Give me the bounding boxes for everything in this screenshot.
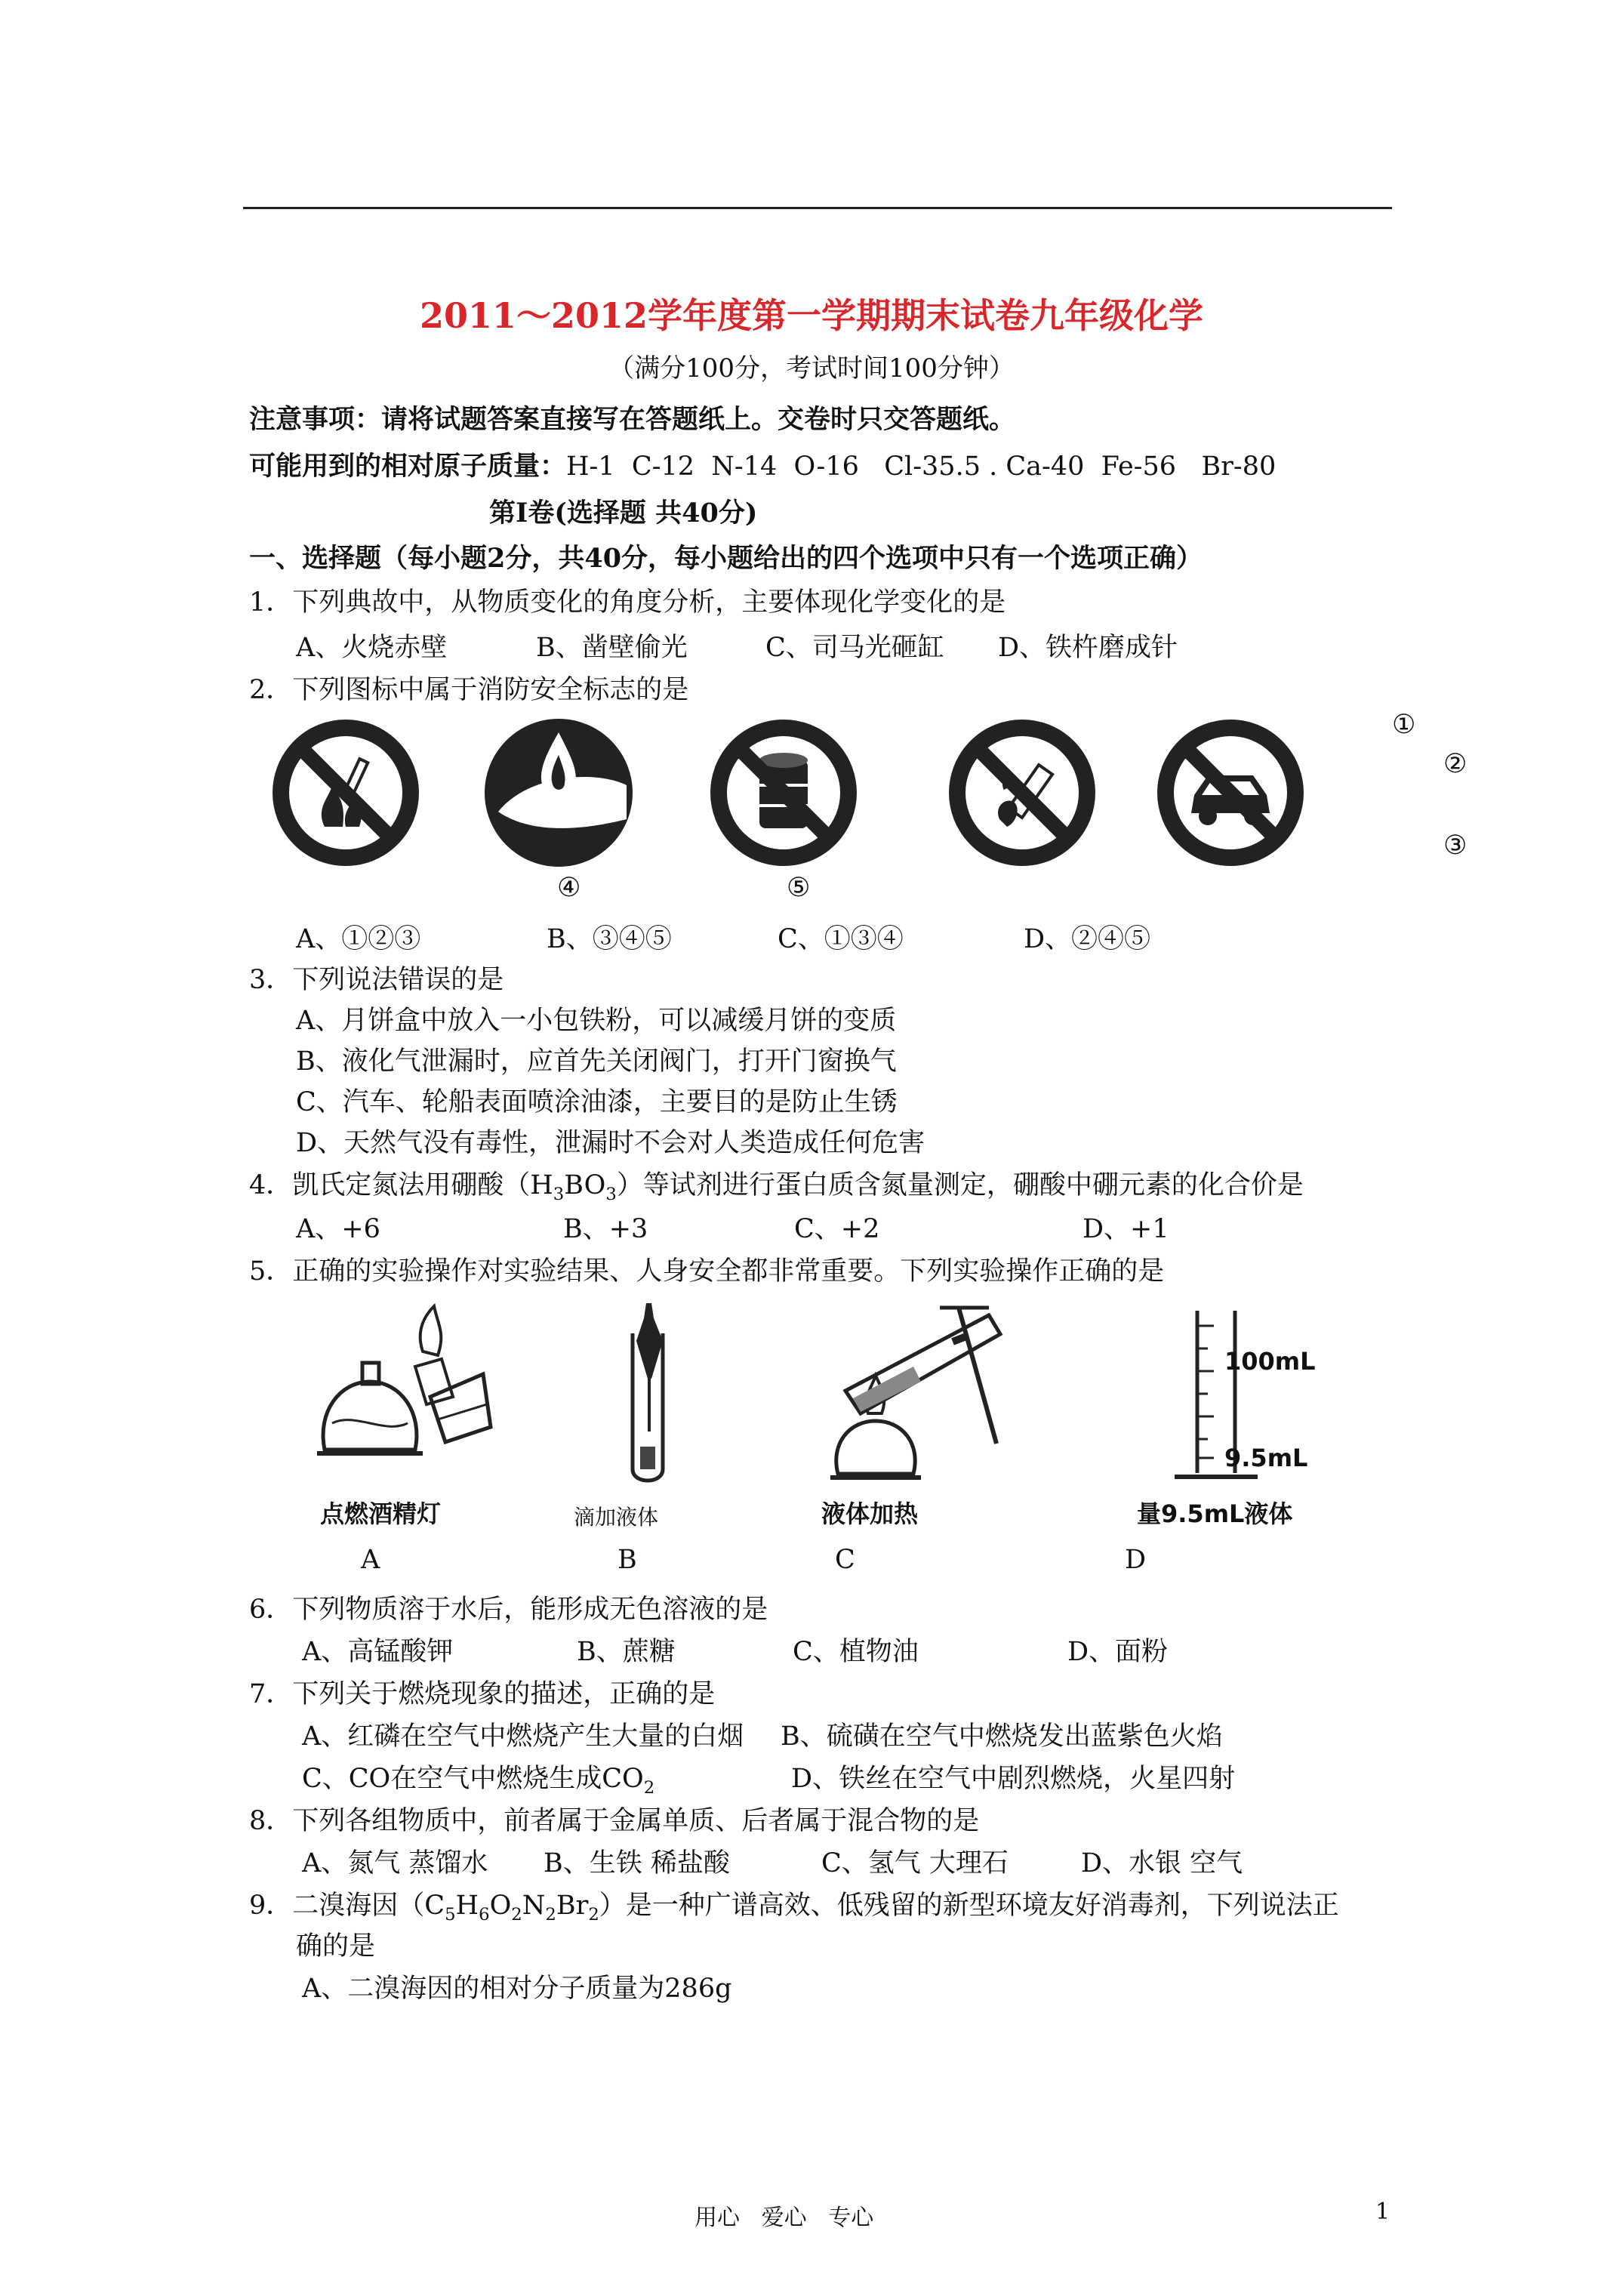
q5-caption-a: 点燃酒精灯 [320, 1499, 442, 1528]
test-tube-dropper-icon [610, 1296, 685, 1492]
q9-n: N [522, 1891, 546, 1921]
no-fire-sign-icon [270, 713, 421, 872]
no-flammable-sign-icon [708, 713, 859, 872]
q9-sub-3: 2 [511, 1905, 522, 1925]
q8-option-b: B、生铁 稀盐酸 [544, 1848, 730, 1878]
top-rule [243, 207, 1392, 209]
part-title: 第Ⅰ卷(选择题 共40分) [489, 498, 758, 529]
exam-subtitle: （满分100分，考试时间100分钟） [608, 353, 1015, 384]
q2-label-4: ④ [557, 873, 581, 903]
q2-option-c: C、①③④ [778, 924, 904, 954]
q2-option-b: B、③④⑤ [547, 924, 672, 954]
q5-caption-b: 滴加液体 [574, 1505, 659, 1530]
q3-stem: 3．下列说法错误的是 [249, 965, 504, 995]
q4-option-b: B、+3 [563, 1214, 648, 1244]
q9-sub-5: 2 [588, 1905, 599, 1925]
footer-motto: 用心 爱心 专心 [694, 2205, 874, 2231]
atomic-mass-label: 可能用到的相对原子质量： [249, 451, 567, 482]
liquid-heating-icon [815, 1300, 1057, 1489]
q1-option-c: C、司马光砸缸 [765, 633, 944, 663]
page-number: 1 [1375, 2199, 1390, 2225]
q6-option-a: A、高锰酸钾 [302, 1637, 454, 1667]
q9-br: Br [556, 1891, 589, 1921]
q7-option-d: D、铁丝在空气中剧烈燃烧，火星四射 [791, 1764, 1236, 1794]
q6-stem: 6．下列物质溶于水后，能形成无色溶液的是 [249, 1595, 768, 1625]
q4-stem [249, 1164, 1304, 1204]
q2-option-d: D、②④⑤ [1024, 924, 1151, 954]
atomic-masses [249, 445, 1276, 483]
q3-option-a: A、月饼盒中放入一小包铁粉，可以减缓月饼的变质 [296, 1006, 897, 1036]
alcohol-lamp-lighting-icon [310, 1299, 498, 1480]
no-vehicles-sign-icon [1155, 713, 1306, 872]
q2-label-2: ② [1443, 749, 1467, 779]
q6-option-d: D、面粉 [1067, 1637, 1169, 1667]
q1-stem: 1．下列典故中，从物质变化的角度分析，主要体现化学变化的是 [249, 587, 1006, 618]
q4-sub-1: 3 [553, 1185, 565, 1204]
q2-stem: 2．下列图标中属于消防安全标志的是 [249, 675, 689, 705]
q7-option-c-sub: 2 [643, 1778, 655, 1798]
q5-stem: 5．正确的实验操作对实验结果、人身安全都非常重要。下列实验操作正确的是 [249, 1256, 1165, 1287]
q9-option-a: A、二溴海因的相对分子质量为286g [302, 1974, 732, 2004]
q8-stem: 8．下列各组物质中，前者属于金属单质、后者属于混合物的是 [249, 1806, 980, 1836]
q8-option-c: C、氢气 大理石 [821, 1848, 1009, 1878]
q5-caption-d: 量9.5mL液体 [1137, 1499, 1293, 1528]
q4-option-d: D、+1 [1083, 1214, 1169, 1244]
q2-label-5: ⑤ [787, 873, 811, 903]
q9-stem-line2: 确的是 [296, 1931, 376, 1962]
q5-option-c: C [835, 1545, 855, 1575]
q9-h: H [455, 1891, 479, 1921]
q6-option-c: C、植物油 [793, 1637, 919, 1667]
section-title: 一、选择题（每小题2分，共40分，每小题给出的四个选项中只有一个选项正确） [249, 543, 1203, 574]
q9-sub-1: 5 [445, 1905, 456, 1925]
q4-option-c: C、+2 [794, 1214, 880, 1244]
q2-option-a: A、①②③ [296, 924, 421, 954]
q8-option-d: D、水银 空气 [1081, 1848, 1243, 1878]
q9-sub-4: 2 [545, 1905, 556, 1925]
q3-option-c: C、汽车、轮船表面喷涂油漆，主要目的是防止生锈 [296, 1087, 898, 1117]
q9-stem [249, 1885, 1339, 1925]
cylinder-9-5ml-label: 9.5mL [1224, 1444, 1308, 1472]
q1-option-a: A、火烧赤壁 [296, 633, 448, 663]
q4-stem-post: ）等试剂进行蛋白质含氮量测定，硼酸中硼元素的化合价是 [616, 1170, 1304, 1200]
q9-stem-post: ）是一种广谱高效、低残留的新型环境友好消毒剂，下列说法正 [599, 1891, 1339, 1921]
q7-option-c [302, 1758, 654, 1798]
q5-option-a: A [361, 1545, 380, 1575]
q7-option-c-text: C、CO在空气中燃烧生成CO [302, 1764, 644, 1794]
q4-stem-mid: BO [564, 1170, 606, 1200]
q7-option-a: A、红磷在空气中燃烧产生大量的白烟 [302, 1721, 744, 1752]
water-drop-sign-icon [483, 713, 634, 872]
q1-option-b: B、凿壁偷光 [536, 633, 688, 663]
q7-stem: 7．下列关于燃烧现象的描述，正确的是 [249, 1679, 716, 1709]
q5-option-d: D [1125, 1545, 1147, 1575]
q3-option-d: D、天然气没有毒性，泄漏时不会对人类造成任何危害 [296, 1128, 925, 1158]
atomic-mass-values: H-1 C-12 N-14 O-16 Cl-35.5 . Ca-40 Fe-56 Br-80 [566, 451, 1277, 482]
q4-option-a: A、+6 [296, 1214, 380, 1244]
q5-option-b: B [617, 1545, 637, 1575]
cylinder-100ml-label: 100mL [1224, 1347, 1316, 1376]
q6-option-b: B、蔗糖 [577, 1637, 676, 1667]
notice: 注意事项：请将试题答案直接写在答题纸上。交卷时只交答题纸。 [249, 404, 1016, 435]
q1-option-d: D、铁杵磨成针 [998, 633, 1178, 663]
q7-option-b: B、硫磺在空气中燃烧发出蓝紫色火焰 [781, 1721, 1223, 1752]
q9-stem-pre: 9．二溴海因（C [249, 1891, 445, 1921]
q8-option-a: A、氮气 蒸馏水 [302, 1848, 488, 1878]
q2-label-1: ① [1392, 710, 1416, 740]
q9-sub-2: 6 [479, 1905, 490, 1925]
q9-o: O [489, 1891, 512, 1921]
q2-label-3: ③ [1443, 831, 1467, 861]
exam-title: 2011～2012学年度第一学期期末试卷九年级化学 [419, 295, 1204, 336]
q5-caption-c: 液体加热 [821, 1499, 919, 1528]
no-smoking-sign-icon [947, 713, 1098, 872]
q4-sub-2: 3 [605, 1185, 617, 1204]
q4-stem-pre: 4．凯氏定氮法用硼酸（H [249, 1170, 553, 1200]
q3-option-b: B、液化气泄漏时，应首先关闭阀门，打开门窗换气 [296, 1046, 897, 1077]
